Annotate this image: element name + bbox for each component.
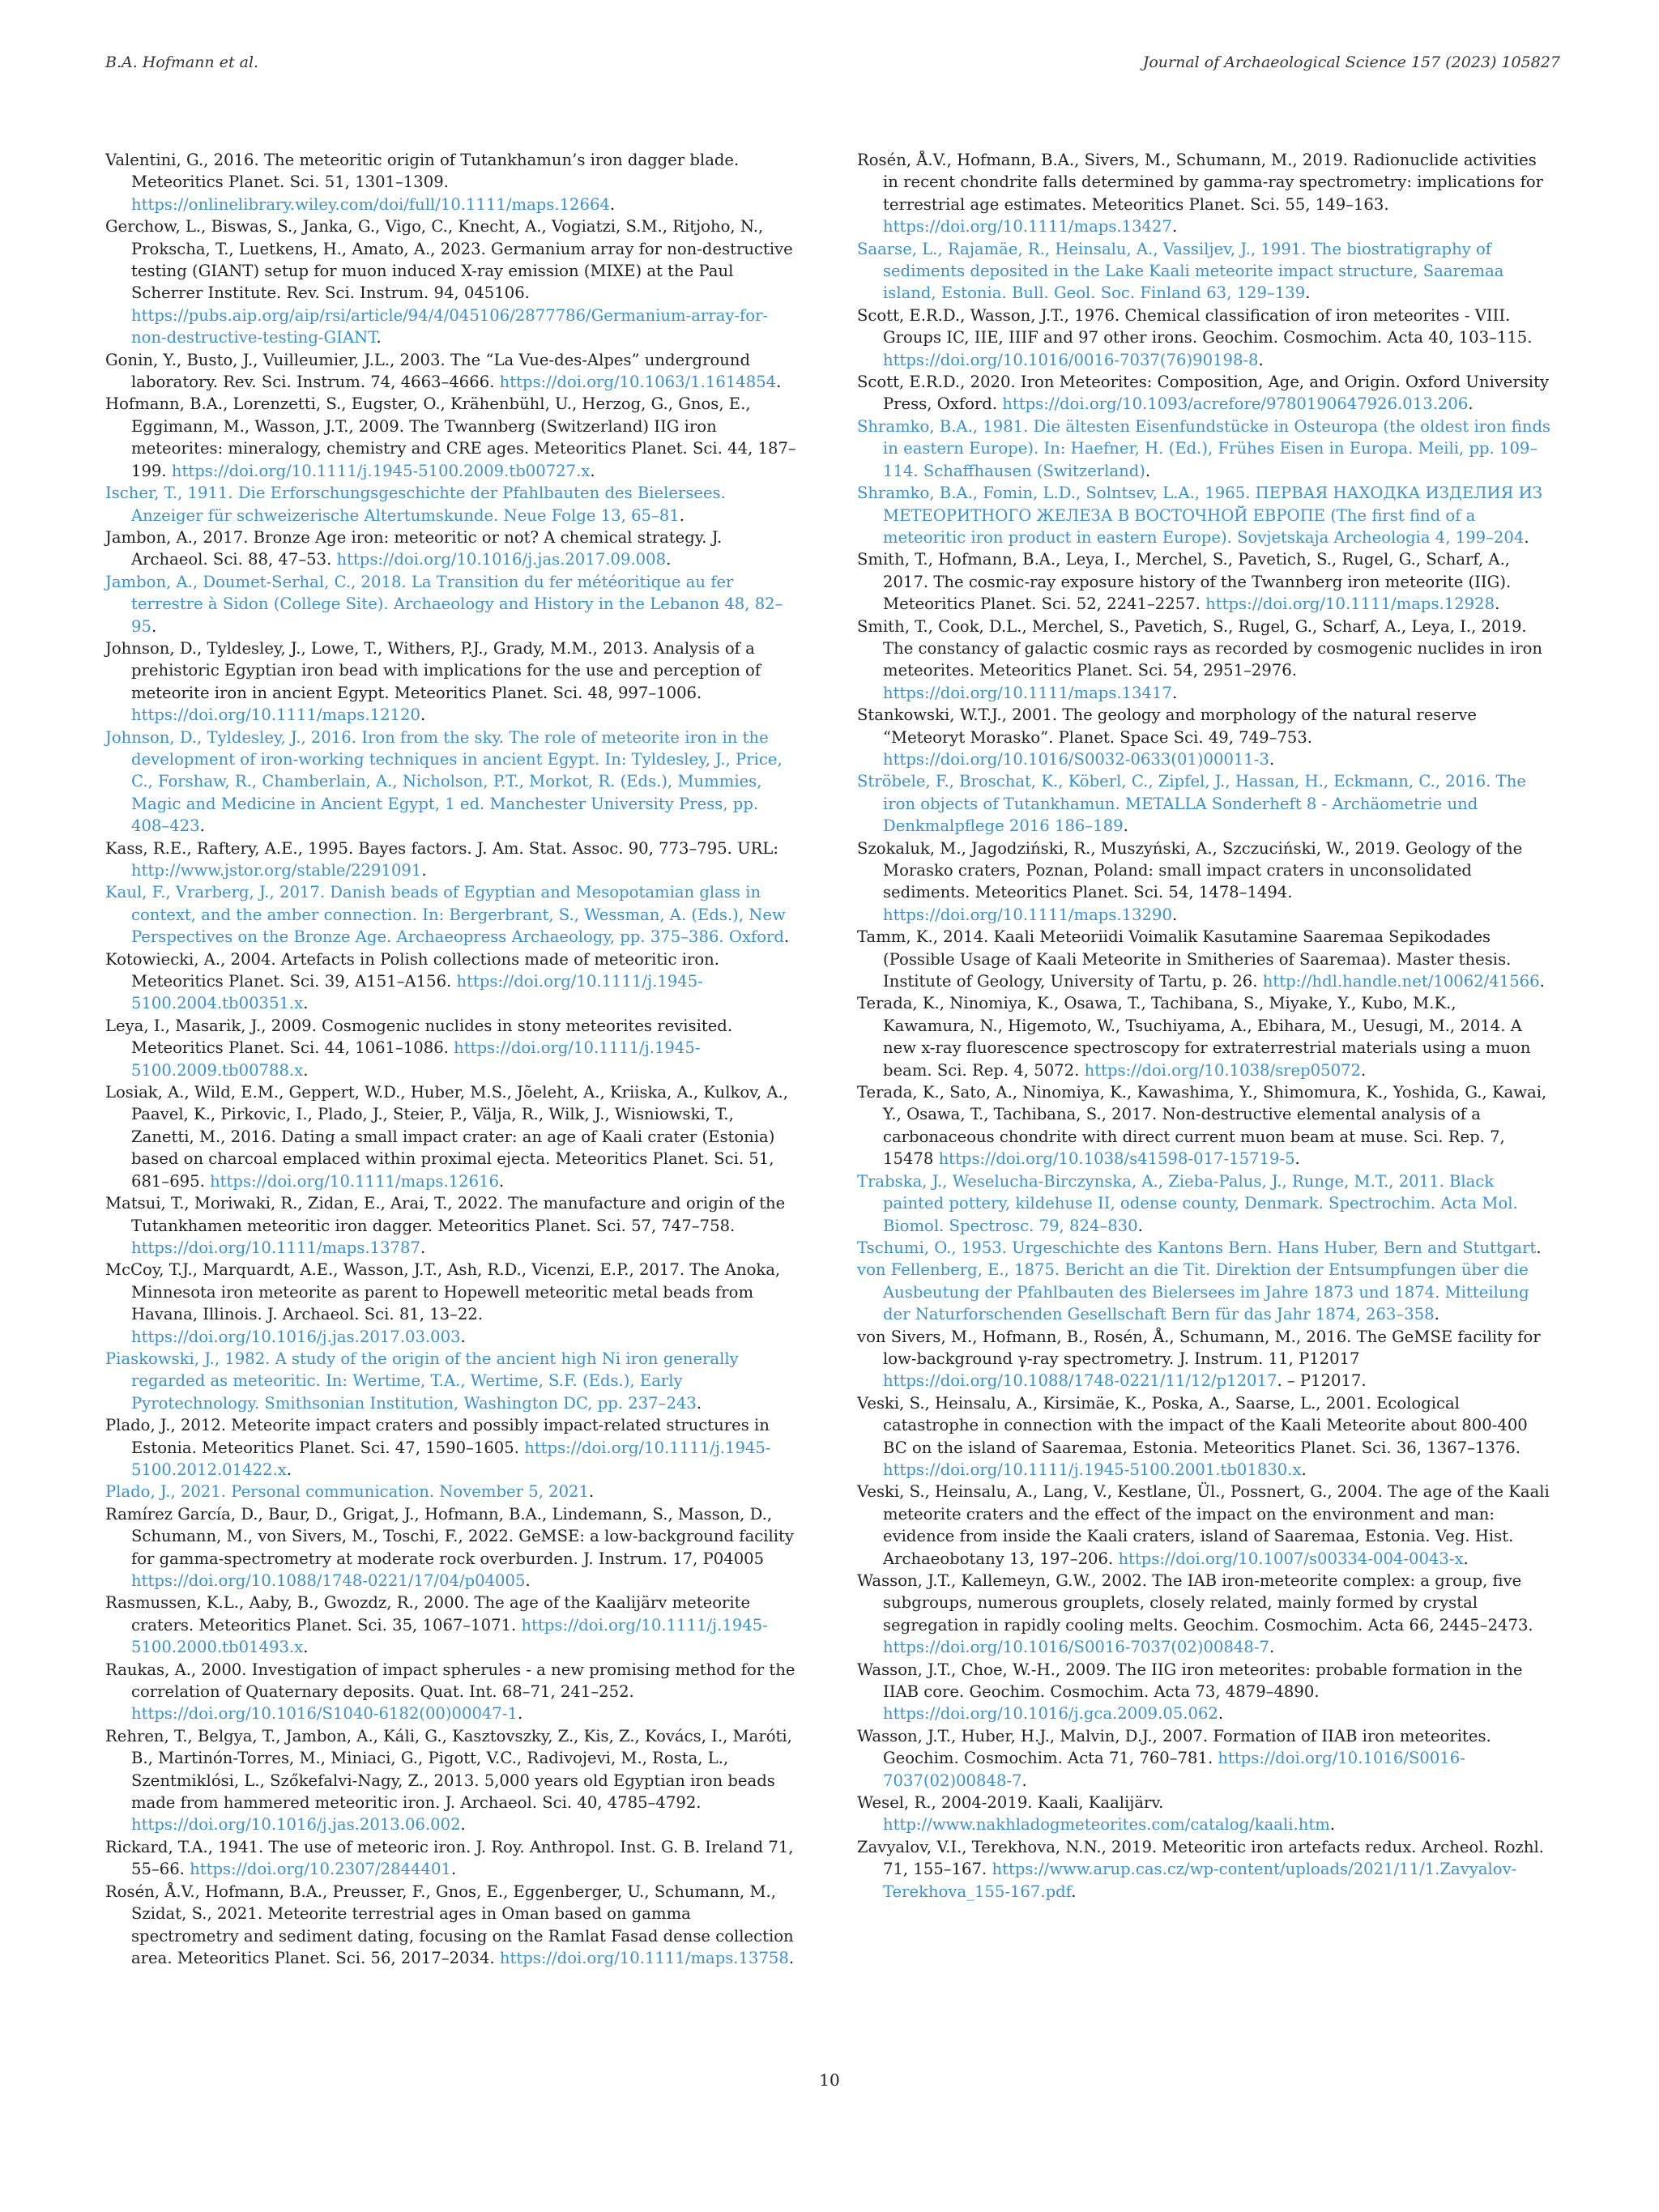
reference-tail: . [609,194,616,214]
reference-entry[interactable] [857,1170,1552,1237]
reference-tail: . [1171,683,1178,702]
reference-entry[interactable] [857,238,1552,305]
reference-text: Szokaluk, M., Jagodziński, R., Muszyński, A., Szczuciński, W., 2019. Geology of the Morasko craters, Poznan, Poland: small impact craters in unconsolidated sediments. Meteoritics Planet. Sci. 54, 1478–1494. [857,838,1523,902]
reference-text: Ströbele, F., Broschat, K., Köberl, C., Zipfel, J., Hassan, H., Eckmann, C., 2016. The iron objects of Tutankhamun. METALLA Sonderheft 8 - Archäometrie und Denkmalpflege 2016 186–189 [857,772,1526,836]
reference-entry [105,1081,800,1192]
reference-doi-link[interactable]: https://doi.org/10.1111/maps.13758 [499,1948,789,1967]
reference-tail: . [450,1860,457,1879]
reference-tail: . [420,705,426,725]
reference-text: Piaskowski, J., 1982. A study of the origin of the ancient high Ni iron generally regarded as meteoritic. In: Wertime, T.A., Wertime, S.F. (Eds.), Early Pyrotechnology. Smithsonian Institution, Washington DC, pp. 237–243 [105,1349,739,1413]
reference-text: Veski, S., Heinsalu, A., Lang, V., Kestlane, Ül., Possnert, G., 2004. The age of the Kaali meteorite craters and the effect of the impact on the environment and man: evidence from inside the Kaali craters, island of Saaremaa, Estonia. Veg. Hist. Archaeobotany 13, 197–206. [857,1482,1550,1568]
reference-doi-link[interactable]: https://doi.org/10.1038/s41598-017-15719-5 [938,1149,1295,1169]
reference-doi-link[interactable]: http://hdl.handle.net/10062/41566 [1262,972,1540,991]
reference-entry[interactable] [857,1237,1552,1259]
reference-entry [857,305,1552,371]
reference-tail: . [420,1238,426,1257]
reference-tail: . [1269,1638,1275,1657]
reference-text: Losiak, A., Wild, E.M., Geppert, W.D., Huber, M.S., Jõeleht, A., Kriiska, A., Kulkov, A., Paavel, K., Pirkovic, I., Plado, J., Steier, P., Välja, R., Wilk, J., Wisniowski, T., Zanetti, M., 2016. Dating a small impact crater: an age of Kaali crater (Estonia) based on charcoal emplaced within proximal ejecta. Meteoritics Planet. Sci. 51, 681–695. [105,1083,788,1191]
reference-text: Shramko, B.A., 1981. Die ältesten Eisenfundstücke in Osteuropa (the oldest iron finds in eastern Europe). In: Haefner, H. (Ed.), Frühes Eisen in Europa. Meili, pp. 109–114. Schaffhausen (Switzerland) [857,416,1551,480]
reference-text: Kaul, F., Vrarberg, J., 2017. Danish beads of Egyptian and Mesopotamian glass in context, and the amber connection. In: Bergerbrant, S., Wessman, A. (Eds.), New Perspectives on the Bronze Age. Archaeopress Archaeology, pp. 375–386. Oxford [105,883,786,947]
reference-tail: . [590,461,595,480]
reference-entry [105,1592,800,1658]
reference-text: Johnson, D., Tyldesley, J., Lowe, T., Withers, P.J., Grady, M.M., 2013. Analysis of a prehistoric Egyptian iron bead with implications for the use and perception of meteorite iron in ancient Egypt. Meteoritics Planet. Sci. 48, 997–1006. [105,638,761,702]
reference-entry [857,992,1552,1081]
reference-text: Scott, E.R.D., 2020. Iron Meteorites: Composition, Age, and Origin. Oxford University Press, Oxford. [857,373,1550,414]
reference-text: Rosén, Å.V., Hofmann, B.A., Sivers, M., Schumann, M., 2019. Radionuclide activities in recent chondrite falls determined by gamma-ray spectrometry: implications for terrestrial age estimates. Meteoritics Planet. Sci. 55, 149–163. [857,151,1544,214]
reference-entry[interactable] [105,1481,800,1502]
reference-entry [857,548,1552,615]
reference-doi-link[interactable]: https://doi.org/10.1111/maps.12928 [1205,595,1495,614]
reference-tail: . [666,550,672,569]
reference-doi-link[interactable]: https://doi.org/10.1016/S0016-7037(02)00848-7 [883,1749,1465,1790]
reference-tail: . [1294,1149,1300,1169]
reference-doi-link[interactable]: https://doi.org/10.1016/j.jas.2017.09.008 [336,550,667,569]
reference-tail: . [1539,972,1545,991]
reference-doi-link[interactable]: https://pubs.aip.org/aip/rsi/article/94/4/045106/2877786/Germanium-array-for-non-destructive-testing-GIANT [131,305,769,347]
reference-tail: . [1218,1704,1224,1724]
reference-tail: . [1145,461,1151,480]
reference-text: Plado, J., 2012. Meteorite impact craters and possibly impact-related structures in Estonia. Meteoritics Planet. Sci. 47, 1590–1605. [105,1416,770,1457]
reference-text: Gonin, Y., Busto, J., Vuilleumier, J.L., 2003. The “La Vue-des-Alpes” underground laboratory. Rev. Sci. Instrum. 74, 4663–4666. [105,350,751,392]
reference-text: von Fellenberg, E., 1875. Bericht an die Tit. Direktion der Entsumpfungen über die Ausbeutung der Pfahlbauten des Bielersees im Jahre 1873 und 1874. Mitteilung der Naturforschenden Gesellschaft Bern für das Jahr 1874, 263–358 [857,1260,1529,1324]
reference-entry [105,1259,800,1348]
reference-text: Zavyalov, V.I., Terekhova, N.N., 2019. Meteoritic iron artefacts redux. Archeol. Rozhl. 71, 155–167. [857,1837,1544,1879]
reference-entry [857,926,1552,992]
reference-text: Johnson, D., Tyldesley, J., 2016. Iron from the sky. The role of meteorite iron in the development of iron-working techniques in ancient Egypt. In: Tyldesley, J., Price, C., Forshaw, R., Chamberlain, A., Nicholson, P.T., Morkot, R. (Eds.), Mummies, Magic and Medicine in Ancient Egypt, 1 ed. Manchester University Press, pp. 408–423 [105,727,783,836]
reference-doi-link[interactable]: https://doi.org/10.1088/1748-0221/17/04/p04005 [131,1571,526,1590]
reference-doi-link[interactable]: https://doi.org/10.1111/j.1945-5100.2012.01422.x [131,1438,771,1479]
reference-entry[interactable] [105,571,800,637]
reference-tail: . [1524,527,1529,547]
reference-text: Gerchow, L., Biswas, S., Janka, G., Vigo, C., Knecht, A., Vogiatzi, S.M., Ritjoho, N., Prokscha, T., Luetkens, H., Amato, A., 2023. Germanium array for non-destructive testing (GIANT) setup for muon induced X-ray emission (MIXE) at the Paul Scherrer Institute. Rev. Sci. Instrum. 94, 045106. [105,217,793,303]
reference-tail: . [1071,1882,1077,1901]
reference-tail: . [1123,816,1128,836]
reference-doi-link[interactable]: http://www.jstor.org/stable/2291091 [131,861,422,880]
reference-doi-link[interactable]: https://doi.org/10.1111/maps.13787 [131,1238,420,1257]
reference-doi-link[interactable]: https://doi.org/10.1016/0016-7037(76)90198-8 [883,350,1259,369]
reference-tail: . [421,861,427,880]
reference-text: Veski, S., Heinsalu, A., Kirsimäe, K., Poska, A., Saarse, L., 2001. Ecological catastrophe in connection with the impact of the Kaali Meteorite about 800-400 BC on the island of Saaremaa, Estonia. Meteoritics Planet. Sci. 36, 1367–1376. [857,1393,1528,1457]
reference-entry [857,149,1552,238]
reference-tail: . [1269,749,1275,769]
reference-entry [105,215,800,348]
reference-tail: . [1137,1216,1143,1235]
reference-tail: . [303,1638,309,1657]
reference-entry [105,393,800,482]
reference-entry[interactable] [857,416,1552,482]
reference-doi-link[interactable]: https://doi.org/10.1007/s00334-004-0043-x [1118,1549,1464,1568]
reference-entry [105,837,800,882]
reference-tail: . [499,1171,505,1191]
reference-doi-link[interactable]: https://doi.org/10.1063/1.1614854 [499,373,777,392]
reference-entry [105,1725,800,1836]
reference-text: Kotowiecki, A., 2004. Artefacts in Polish collections made of meteoritic iron. Meteoritics Planet. Sci. 39, A151–A156. [105,949,720,991]
reference-text: Wesel, R., 2004-2019. Kaali, Kaalijärv. [857,1793,1164,1813]
reference-doi-link[interactable]: https://doi.org/10.1016/S1040-6182(00)00047-1 [131,1704,518,1724]
reference-text: McCoy, T.J., Marquardt, A.E., Wasson, J.T., Ash, R.D., Vicenzi, E.P., 2017. The Anoka, Minnesota iron meteorite as parent to Hopewell meteoritic metal beads from Havana, Illinois. J. Archaeol. Sci. 81, 13–22. [105,1260,781,1324]
reference-tail: . [460,1815,466,1835]
reference-entry[interactable] [857,482,1552,548]
reference-text: von Sivers, M., Hofmann, B., Rosén, Å., Schumann, M., 2016. The GeMSE facility for low-background γ-ray spectrometry. J. Instrum. 11, P12017 [857,1327,1541,1368]
reference-doi-link[interactable]: https://doi.org/10.1016/j.gca.2009.05.062 [883,1704,1218,1724]
reference-doi-link[interactable]: https://doi.org/10.1111/j.1945-5100.2004.tb00351.x [131,972,703,1013]
reference-text: Smith, T., Cook, D.L., Merchel, S., Pavetich, S., Rugel, G., Scharf, A., Leya, I., 2019. The constancy of galactic cosmic rays as recorded by cosmogenic nuclides in iron meteorites. Meteoritics Planet. Sci. 54, 2951–2976. [857,616,1543,680]
reference-doi-link[interactable]: https://doi.org/10.1111/maps.12120 [131,705,420,725]
reference-tail: . [783,927,790,947]
reference-doi-link[interactable]: https://doi.org/10.1111/maps.13417 [883,683,1172,702]
reference-entry [105,1836,800,1881]
reference-entry [105,526,800,571]
reference-entry [857,1326,1552,1392]
reference-tail: . [303,1060,309,1080]
reference-tail: . [460,1327,466,1346]
reference-entry [105,1414,800,1481]
reference-entry [857,837,1552,927]
reference-tail: . [1468,394,1473,414]
reference-text: Stankowski, W.T.J., 2001. The geology and morphology of the natural reserve “Meteoryt Morasko”. Planet. Space Sci. 49, 749–753. [857,705,1477,747]
reference-tail: . [1329,1815,1336,1835]
reference-entry [105,1659,800,1725]
reference-doi-link[interactable]: https://doi.org/10.1111/j.1945-5100.2009.tb00727.x [171,461,591,480]
reference-tail: . [286,1460,292,1479]
reference-tail: . [1361,1060,1367,1080]
references-right-column [857,149,1552,1903]
reference-entry [857,1659,1552,1725]
reference-entry [105,1192,800,1259]
reference-text: Jambon, A., Doumet-Serhal, C., 2018. La Transition du fer météoritique au fer terrestre à Sidon (College Site). Archaeology and History in the Lebanon 48, 82–95 [105,572,783,636]
reference-text: Matsui, T., Moriwaki, R., Zidan, E., Arai, T., 2022. The manufacture and origin of the Tutankhamen meteoritic iron dagger. Meteoritics Planet. Sci. 57, 747–758. [105,1194,786,1235]
reference-doi-link[interactable]: https://doi.org/10.1111/j.1945-5100.2009.tb00788.x [131,1038,701,1080]
page-header [105,53,1560,86]
reference-text: Trabska, J., Weselucha-Birczynska, A., Zieba-Palus, J., Runge, M.T., 2011. Black painted pottery, kildehuse II, odense county, Denmark. Spectrochim. Acta Mol. Biomol. Spectrosc. 79, 824–830 [857,1171,1518,1235]
reference-tail: . [1258,350,1264,369]
reference-text: Wasson, J.T., Huber, H.J., Malvin, D.J., 2007. Formation of IIAB iron meteorites. Geochim. Cosmochim. Acta 71, 760–781. [857,1726,1491,1768]
reference-entry [105,1015,800,1081]
reference-text: Rehren, T., Belgya, T., Jambon, A., Káli, G., Kasztovszky, Z., Kis, Z., Kovács, I., Maróti, B., Martinón-Torres, M., Miniaci, G., Pigott, V.C., Radivojevi, M., Rosta, L., Szentmiklósi, L., Szőkefalvi-Nagy, Z., 2013. 5,000 years old Egyptian iron beads made from hammered meteoritic iron. J. Archaeol. Sci. 40, 4785–4792. [105,1726,792,1813]
reference-text: Plado, J., 2021. Personal communication. November 5, 2021 [105,1482,589,1502]
reference-doi-link[interactable]: https://onlinelibrary.wiley.com/doi/full/10.1111/maps.12664 [131,194,610,214]
reference-entry[interactable] [857,770,1552,837]
reference-text: Scott, E.R.D., Wasson, J.T., 1976. Chemical classification of iron meteorites - VIII. Groups IC, IIE, IIIF and 97 other irons. Geochim. Cosmochim. Acta 40, 103–115. [857,305,1533,347]
reference-entry [857,1081,1552,1170]
reference-entry [857,1725,1552,1792]
references-left-column [105,149,800,1969]
reference-doi-link[interactable]: https://doi.org/10.2307/2844401 [190,1860,451,1879]
reference-doi-link[interactable]: https://doi.org/10.1111/j.1945-5100.2001.tb01830.x [883,1460,1302,1479]
reference-tail: . [1305,283,1311,303]
reference-text: Rasmussen, K.L., Aaby, B., Gwozdz, R., 2000. The age of the Kaalijärv meteorite craters. Meteoritics Planet. Sci. 35, 1067–1071. [105,1593,751,1634]
reference-tail: . [696,1393,702,1413]
reference-entry [105,349,800,394]
reference-entry [857,616,1552,705]
reference-tail: . [151,616,157,636]
reference-doi-link[interactable]: https://doi.org/10.1016/S0016-7037(02)00848-7 [883,1638,1269,1657]
reference-tail: . [303,994,309,1013]
reference-text: Terada, K., Ninomiya, K., Osawa, T., Tachibana, S., Miyake, Y., Kubo, M.K., Kawamura, N., Higemoto, W., Tsuchiyama, A., Ebihara, M., Uesugi, M., 2014. A new x-ray fluorescence spectroscopy for extraterrestrial materials using a muon beam. Sci. Rep. 4, 5072. [857,994,1531,1080]
reference-tail: . [788,1948,795,1967]
reference-tail: . [517,1704,523,1724]
reference-tail: . [1021,1771,1027,1790]
reference-entry [857,1792,1552,1836]
reference-entry [857,1570,1552,1659]
reference-tail: . [376,328,382,347]
reference-text: Smith, T., Hofmann, B.A., Leya, I., Merchel, S., Pavetich, S., Rugel, G., Scharf, A., 2017. The cosmic-ray exposure history of the Twannberg iron meteorite (IIG). Meteoritics Planet. Sci. 52, 2241–2257. [857,550,1512,614]
running-head-journal: Journal of Archaeological Science 157 (2023) 105827 [1142,53,1560,71]
reference-entry [857,1481,1552,1570]
reference-entry[interactable] [857,1259,1552,1325]
reference-text: Rosén, Å.V., Hofmann, B.A., Preusser, F., Gnos, E., Eggenberger, U., Schumann, M., Szidat, S., 2021. Meteorite terrestrial ages in Oman based on gamma spectrometry and sediment dating, focusing on the Ramlat Fasad dense collection area. Meteoritics Planet. Sci. 56, 2017–2034. [105,1882,794,1967]
reference-tail: . [1434,1305,1439,1324]
reference-entry [857,704,1552,770]
reference-entry[interactable] [105,482,800,526]
reference-text: Wasson, J.T., Choe, W.-H., 2009. The IIG iron meteorites: probable formation in the IIAB core. Geochim. Cosmochim. Acta 73, 4879–4890. [857,1660,1523,1702]
reference-text: Kass, R.E., Raftery, A.E., 1995. Bayes factors. J. Am. Stat. Assoc. 90, 773–795. URL: [105,838,779,858]
reference-doi-link[interactable]: https://doi.org/10.1016/j.jas.2013.06.002 [131,1815,461,1835]
reference-text: Raukas, A., 2000. Investigation of impact spherules - a new promising method for the correlation of Quaternary deposits. Quat. Int. 68–71, 241–252. [105,1660,795,1702]
reference-doi-link[interactable]: https://www.arup.cas.cz/wp-content/uploads/2021/11/1.Zavyalov-Terekhova_155-167.pdf [883,1860,1517,1901]
reference-entry [857,1392,1552,1481]
reference-tail: . [525,1571,531,1590]
reference-entry [857,371,1552,416]
reference-entry [105,948,800,1015]
reference-tail: . [679,505,684,525]
reference-doi-link[interactable]: https://doi.org/10.1111/j.1945-5100.2000.tb01493.x [131,1615,768,1657]
reference-text: Hofmann, B.A., Lorenzetti, S., Eugster, O., Krähenbühl, U., Herzog, G., Gnos, E., Eggimann, M., Wasson, J.T., 2009. The Twannberg (Switzerland) IIG iron meteorites: mineralogy, chemistry and CRE ages. Meteoritics Planet. Sci. 44, 187–199. [105,394,796,480]
reference-tail: . [1495,595,1500,614]
reference-entry[interactable] [105,881,800,948]
reference-text: Wasson, J.T., Kallemeyn, G.W., 2002. The IAB iron-meteorite complex: a group, five subgroups, numerous grouplets, closely related, mainly formed by crystal segregation in rapidly cooling melts. Geochim. Cosmochim. Acta 66, 2445–2473. [857,1571,1533,1634]
reference-entry [105,149,800,215]
reference-entry [857,1836,1552,1903]
reference-text: Valentini, G., 2016. The meteoritic origin of Tutankhamun’s iron dagger blade. Meteoritics Planet. Sci. 51, 1301–1309. [105,151,740,192]
reference-text: Jambon, A., 2017. Bronze Age iron: meteoritic or not? A chemical strategy. J. Archaeol. Sci. 88, 47–53. [105,527,723,569]
reference-text: Ramírez García, D., Baur, D., Grigat, J., Hofmann, B.A., Lindemann, S., Masson, D., Schumann, M., von Sivers, M., Toschi, F., 2022. GeMSE: a low-background facility for gamma-spectrometry at moderate rock overburden. J. Instrum. 17, P04005 [105,1504,794,1568]
reference-tail: . [1171,217,1178,237]
reference-doi-link[interactable]: https://doi.org/10.1111/maps.12616 [210,1171,500,1191]
running-head-authors: B.A. Hofmann et al. [105,53,259,71]
reference-tail: . – P12017. [1277,1371,1367,1391]
reference-entry [105,637,800,727]
reference-entry [105,1503,800,1592]
reference-doi-link[interactable]: https://doi.org/10.1016/S0032-0633(01)00011-3 [883,749,1269,769]
reference-text: Shramko, B.A., Fomin, L.D., Solntsev, L.A., 1965. ПЕРВАЯ НАХОДКА ИЗДЕЛИЯ ИЗ МЕТЕОРИТНОГО ЖЕЛЕЗА В ВОСТОЧНОЙ ЕВРОПЕ (The first find of a meteoritic iron product in eastern Europe). Sovjetskaja Archeologia 4, 199–204 [857,484,1542,547]
reference-doi-link[interactable]: https://doi.org/10.1016/j.jas.2017.03.003 [131,1327,461,1346]
reference-doi-link[interactable]: https://doi.org/10.1088/1748-0221/11/12/p12017 [883,1371,1277,1391]
reference-tail: . [1536,1238,1542,1257]
reference-entry[interactable] [105,1348,800,1414]
reference-tail: . [1463,1549,1469,1568]
reference-doi-link[interactable]: https://doi.org/10.1038/srep05072 [1084,1060,1362,1080]
reference-text: Tschumi, O., 1953. Urgeschichte des Kantons Bern. Hans Huber, Bern and Stuttgart [857,1238,1537,1257]
reference-text: Ischer, T., 1911. Die Erforschungsgeschichte der Pfahlbauten des Bielersees. Anzeiger für schweizerische Altertumskunde. Neue Folge 13, 65–81 [105,484,726,525]
reference-text: Leya, I., Masarik, J., 2009. Cosmogenic nuclides in stony meteorites revisited. Meteoritics Planet. Sci. 44, 1061–1086. [105,1016,733,1058]
page-number: 10 [819,2070,840,2090]
reference-doi-link[interactable]: https://doi.org/10.1111/maps.13427 [883,217,1172,237]
reference-tail: . [589,1482,595,1502]
reference-doi-link[interactable]: https://doi.org/10.1093/acrefore/9780190647926.013.206 [1002,394,1469,414]
reference-entry[interactable] [105,727,800,837]
reference-text: Rickard, T.A., 1941. The use of meteoric iron. J. Roy. Anthropol. Inst. G. B. Ireland 71, 55–66. [105,1837,794,1879]
reference-doi-link[interactable]: http://www.nakhladogmeteorites.com/catalog/kaali.htm [883,1815,1330,1835]
reference-doi-link[interactable]: https://doi.org/10.1111/maps.13290 [883,905,1172,924]
reference-entry [105,1881,800,1970]
reference-tail: . [199,816,205,836]
reference-tail: . [776,373,782,392]
reference-text: Tamm, K., 2014. Kaali Meteoriidi Voimalik Kasutamine Saaremaa Sepikodades (Possible Usage of Kaali Meteorite in Smitheries of Saaremaa). Master thesis. Institute of Geology, University of Tartu, p. 26. [857,927,1512,991]
reference-tail: . [1171,905,1178,924]
reference-text: Terada, K., Sato, A., Ninomiya, K., Kawashima, Y., Shimomura, K., Yoshida, G., Kawai, Y., Osawa, T., Tachibana, S., 2017. Non-destructive elemental analysis of a carbonaceous chondrite with direct current muon beam at muse. Sci. Rep. 7, 15478 [857,1083,1547,1169]
reference-text: Saarse, L., Rajamäe, R., Heinsalu, A., Vassiljev, J., 1991. The biostratigraphy of sediments deposited in the Lake Kaali meteorite impact structure, Saaremaa island, Estonia. Bull. Geol. Soc. Finland 63, 129–139 [857,239,1504,303]
reference-tail: . [1301,1460,1307,1479]
